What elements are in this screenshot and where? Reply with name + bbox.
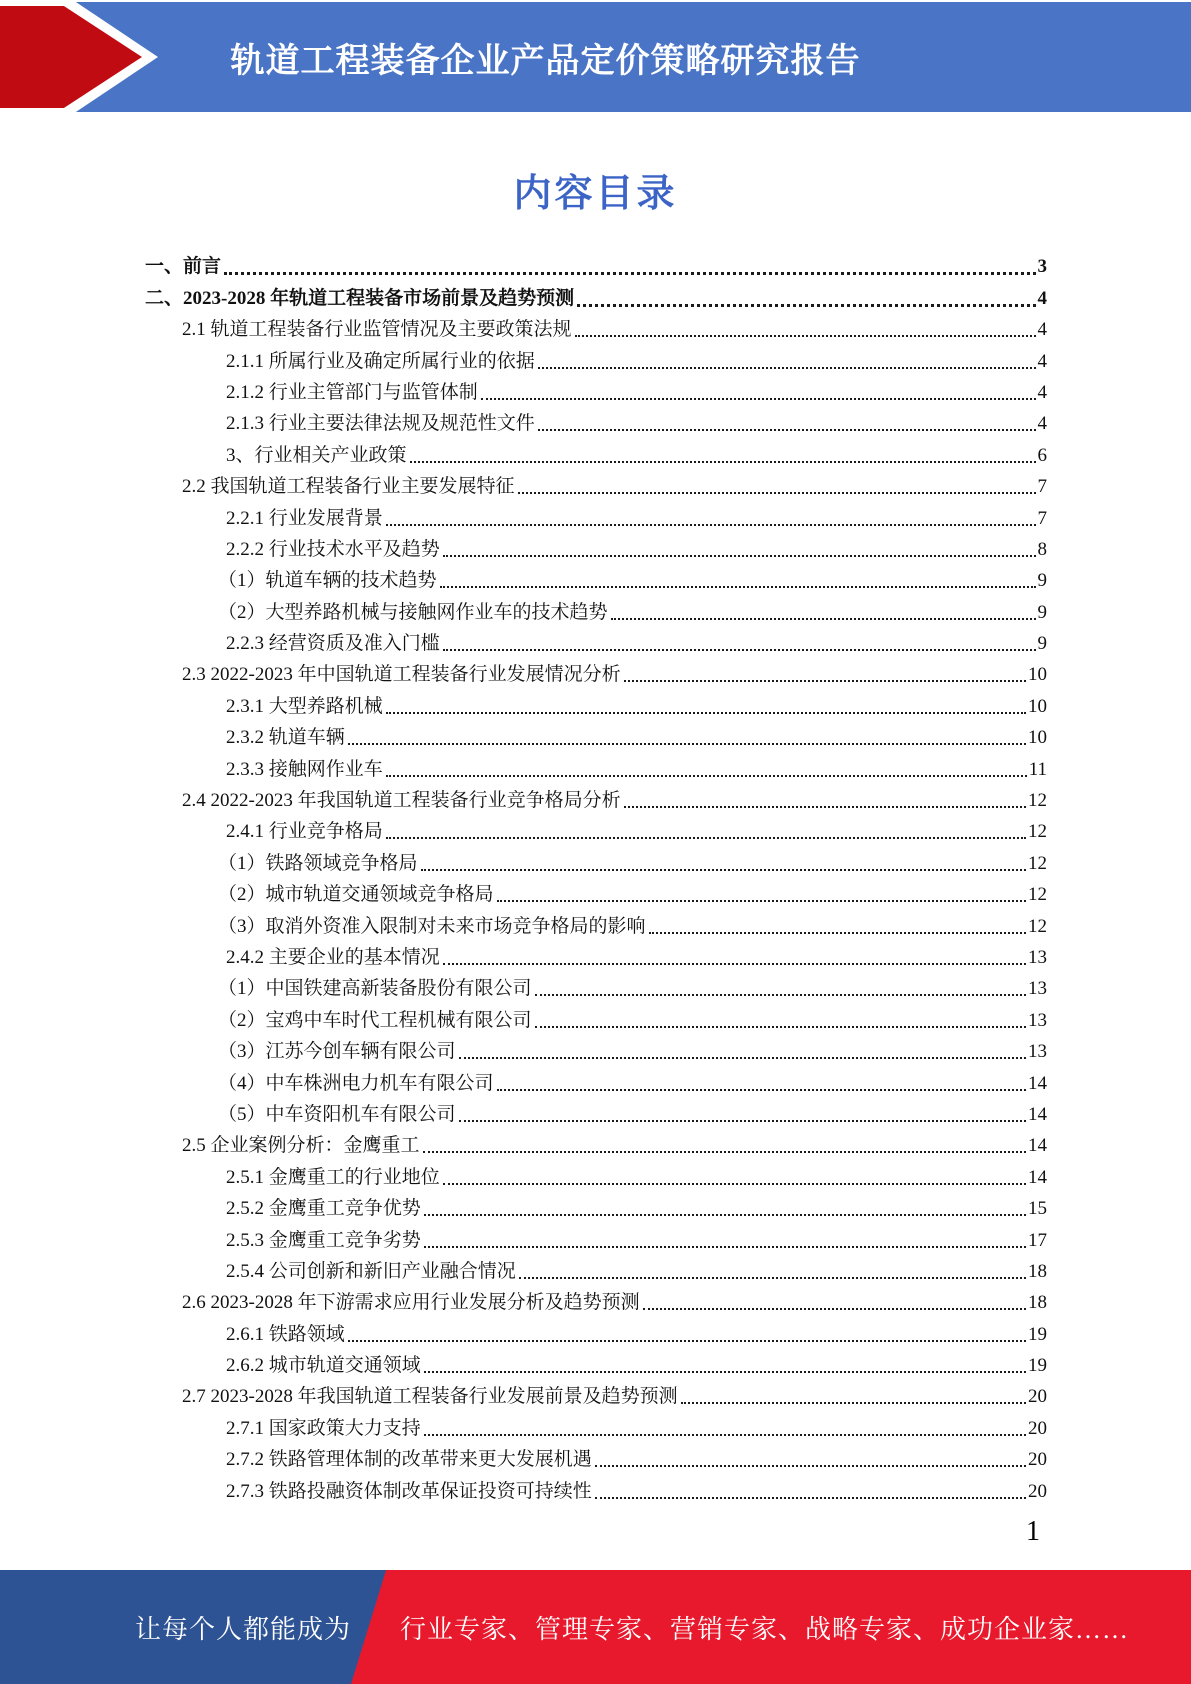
toc-entry[interactable] <box>145 656 1047 687</box>
toc-dot-leader <box>595 1497 1026 1499</box>
toc-dot-leader <box>519 1277 1026 1279</box>
toc-entry[interactable] <box>145 844 1047 875</box>
toc-entry[interactable] <box>145 311 1047 342</box>
toc-entry-label: 2.6 2023-2028 年下游需求应用行业发展分析及趋势预测 <box>182 1292 640 1314</box>
toc-entry-page: 4 <box>1037 413 1047 435</box>
toc-entry-page: 12 <box>1028 915 1047 937</box>
toc-entry-label: 2.2.2 行业技术水平及趋势 <box>226 538 440 560</box>
toc-entry-label: （2）城市轨道交通领域竞争格局 <box>218 884 494 906</box>
toc-entry-page: 14 <box>1028 1072 1047 1094</box>
toc-entry-label: （5）中车资阳机车有限公司 <box>218 1103 456 1125</box>
toc-dot-leader <box>535 1026 1026 1028</box>
toc-entry-page: 12 <box>1028 852 1047 874</box>
toc-entry-page: 12 <box>1028 821 1047 843</box>
toc-entry-page: 9 <box>1037 570 1047 592</box>
toc-entry[interactable] <box>145 499 1047 530</box>
toc-entry-page: 10 <box>1028 664 1047 686</box>
toc-entry-label: （3）取消外资准入限制对未来市场竞争格局的影响 <box>218 915 646 937</box>
toc-entry[interactable] <box>145 468 1047 499</box>
toc-entry-label: 2.3.3 接触网作业车 <box>226 758 383 780</box>
toc-dot-leader <box>535 994 1026 996</box>
page-number: 1 <box>1026 1516 1040 1547</box>
toc-entry-page: 9 <box>1037 601 1047 623</box>
toc-dot-leader <box>497 1089 1026 1091</box>
toc-entry-label: 一、前言 <box>145 256 222 278</box>
toc-dot-leader <box>440 586 1036 588</box>
toc-entry-page: 9 <box>1037 633 1047 655</box>
toc-entry[interactable] <box>145 1441 1047 1472</box>
toc-dot-leader <box>424 1246 1026 1248</box>
toc-dot-leader <box>649 932 1026 934</box>
toc-entry[interactable] <box>145 876 1047 907</box>
toc-entry[interactable] <box>145 1315 1047 1346</box>
toc-dot-leader <box>423 1151 1026 1153</box>
toc-dot-leader <box>424 1214 1026 1216</box>
toc-dot-leader <box>538 429 1036 431</box>
toc-entry-label: （1）轨道车辆的技术趋势 <box>218 570 437 592</box>
toc-entry-label: 2.1.1 所属行业及确定所属行业的依据 <box>226 350 535 372</box>
toc-dot-leader <box>443 555 1036 557</box>
toc-entry-page: 11 <box>1028 758 1047 780</box>
toc-entry[interactable] <box>145 279 1047 310</box>
toc-entry[interactable] <box>145 782 1047 813</box>
toc-entry[interactable] <box>145 436 1047 467</box>
toc-entry-page: 4 <box>1037 319 1047 341</box>
toc-entry-label: （1）中国铁建高新装备股份有限公司 <box>218 978 532 1000</box>
toc-entry-page: 20 <box>1028 1449 1047 1471</box>
toc-entry-label: 2.4.1 行业竞争格局 <box>226 821 383 843</box>
toc-entry-label: 2.5.1 金鹰重工的行业地位 <box>226 1166 440 1188</box>
toc-entry[interactable] <box>145 1001 1047 1032</box>
toc-entry-label: 2.3.1 大型养路机械 <box>226 695 383 717</box>
toc-entry[interactable] <box>145 1064 1047 1095</box>
toc-entry[interactable] <box>145 750 1047 781</box>
toc-entry-label: 2.3 2022-2023 年中国轨道工程装备行业发展情况分析 <box>182 664 621 686</box>
toc-dot-leader <box>681 1402 1026 1404</box>
toc-dot-leader <box>643 1308 1026 1310</box>
toc-entry-label: 2.6.2 城市轨道交通领域 <box>226 1355 421 1377</box>
toc-entry-page: 19 <box>1028 1323 1047 1345</box>
toc-entry-page: 20 <box>1028 1417 1047 1439</box>
toc-entry-label: （1）铁路领域竞争格局 <box>218 852 418 874</box>
toc-entry-page: 8 <box>1037 538 1047 560</box>
toc-entry-label: 2.7.3 铁路投融资体制改革保证投资可持续性 <box>226 1480 592 1502</box>
toc-dot-leader <box>410 461 1036 463</box>
toc-entry-page: 13 <box>1028 1009 1047 1031</box>
toc-entry[interactable] <box>145 1284 1047 1315</box>
toc-entry-label: 二、2023-2028 年轨道工程装备市场前景及趋势预测 <box>145 287 575 309</box>
toc-dot-leader <box>481 398 1036 400</box>
toc-entry-label: （3）江苏今创车辆有限公司 <box>218 1041 456 1063</box>
toc-entry-page: 14 <box>1028 1135 1047 1157</box>
toc-entry[interactable] <box>145 907 1047 938</box>
toc-entry-label: 2.2 我国轨道工程装备行业主要发展特征 <box>182 476 515 498</box>
toc-entry-label: 2.2.1 行业发展背景 <box>226 507 383 529</box>
toc-entry[interactable] <box>145 1127 1047 1158</box>
toc-entry-page: 20 <box>1028 1480 1047 1502</box>
toc-entry[interactable] <box>145 970 1047 1001</box>
toc-dot-leader <box>611 618 1036 620</box>
toc-entry-page: 17 <box>1028 1229 1047 1251</box>
toc-dot-leader <box>518 492 1036 494</box>
toc-entry-label: 2.5.4 公司创新和新旧产业融合情况 <box>226 1260 516 1282</box>
toc-entry-page: 12 <box>1028 790 1047 812</box>
toc-entry-page: 4 <box>1037 287 1047 309</box>
toc-entry-label: 2.4 2022-2023 年我国轨道工程装备行业竞争格局分析 <box>182 790 621 812</box>
toc-entry[interactable] <box>145 939 1047 970</box>
toc-entry[interactable] <box>145 1253 1047 1284</box>
toc-entry-label: （2）大型养路机械与接触网作业车的技术趋势 <box>218 601 608 623</box>
toc-dot-leader <box>386 837 1026 839</box>
toc-dot-leader <box>443 1183 1026 1185</box>
toc-dot-leader <box>595 1465 1026 1467</box>
toc-dot-leader <box>424 1434 1026 1436</box>
toc-entry[interactable] <box>145 374 1047 405</box>
toc-entry[interactable] <box>145 625 1047 656</box>
toc-entry-label: 3、行业相关产业政策 <box>226 444 407 466</box>
toc-entry[interactable] <box>145 531 1047 562</box>
toc-entry-page: 18 <box>1028 1292 1047 1314</box>
toc-dot-leader <box>459 1120 1026 1122</box>
toc-entry[interactable] <box>145 1096 1047 1127</box>
toc-entry-label: （2）宝鸡中车时代工程机械有限公司 <box>218 1009 532 1031</box>
toc-entry[interactable] <box>145 719 1047 750</box>
toc-entry-label: 2.4.2 主要企业的基本情况 <box>226 946 440 968</box>
table-of-contents <box>145 248 1047 1504</box>
toc-entry[interactable] <box>145 1158 1047 1189</box>
toc-dot-leader <box>348 1340 1026 1342</box>
toc-dot-leader <box>443 649 1036 651</box>
toc-entry[interactable] <box>145 1378 1047 1409</box>
toc-entry-page: 10 <box>1028 727 1047 749</box>
toc-entry-label: 2.6.1 铁路领域 <box>226 1323 345 1345</box>
footer-slogan-left: 让每个人都能成为 <box>134 1614 351 1644</box>
toc-entry-page: 7 <box>1037 507 1047 529</box>
toc-entry[interactable] <box>145 1033 1047 1064</box>
toc-entry[interactable] <box>145 813 1047 844</box>
toc-dot-leader <box>424 1371 1026 1373</box>
toc-entry-label: 2.7.2 铁路管理体制的改革带来更大发展机遇 <box>226 1449 592 1471</box>
toc-entry-label: 2.5 企业案例分析：金鹰重工 <box>182 1135 420 1157</box>
toc-entry[interactable] <box>145 248 1047 279</box>
toc-entry-page: 14 <box>1028 1103 1047 1125</box>
footer-slogan-right: 行业专家、管理专家、营销专家、战略专家、成功企业家…… <box>400 1614 1130 1644</box>
toc-dot-leader <box>575 335 1036 337</box>
toc-entry-page: 13 <box>1028 1041 1047 1063</box>
toc-entry-label: （4）中车株洲电力机车有限公司 <box>218 1072 494 1094</box>
toc-entry-page: 14 <box>1028 1166 1047 1188</box>
toc-entry-page: 4 <box>1037 350 1047 372</box>
toc-entry[interactable] <box>145 1221 1047 1252</box>
toc-dot-leader <box>386 775 1027 777</box>
toc-entry-page: 10 <box>1028 695 1047 717</box>
toc-entry-label: 2.1 轨道工程装备行业监管情况及主要政策法规 <box>182 319 572 341</box>
toc-entry-page: 3 <box>1037 256 1047 278</box>
toc-dot-leader <box>459 1057 1026 1059</box>
footer-banner <box>0 1570 1191 1684</box>
toc-entry[interactable] <box>145 1190 1047 1221</box>
toc-dot-leader <box>624 680 1026 682</box>
toc-entry[interactable] <box>145 593 1047 624</box>
toc-entry-page: 12 <box>1028 884 1047 906</box>
toc-dot-leader <box>497 900 1026 902</box>
toc-entry-page: 13 <box>1028 978 1047 1000</box>
toc-entry-label: 2.5.3 金鹰重工竞争劣势 <box>226 1229 421 1251</box>
toc-entry-page: 6 <box>1037 444 1047 466</box>
toc-dot-leader <box>443 963 1026 965</box>
toc-entry-label: 2.3.2 轨道车辆 <box>226 727 345 749</box>
toc-dot-leader <box>386 524 1036 526</box>
toc-dot-leader <box>421 869 1026 871</box>
toc-entry-label: 2.7.1 国家政策大力支持 <box>226 1417 421 1439</box>
toc-entry-label: 2.5.2 金鹰重工竞争优势 <box>226 1198 421 1220</box>
toc-dot-leader <box>348 743 1026 745</box>
toc-entry[interactable] <box>145 1472 1047 1503</box>
toc-dot-leader <box>538 367 1036 369</box>
toc-dot-leader <box>386 712 1026 714</box>
toc-entry[interactable] <box>145 342 1047 373</box>
toc-dot-leader <box>224 272 1035 275</box>
toc-entry-page: 4 <box>1037 381 1047 403</box>
toc-entry-page: 19 <box>1028 1355 1047 1377</box>
report-title: 轨道工程装备企业产品定价策略研究报告 <box>230 41 861 80</box>
toc-entry[interactable] <box>145 1347 1047 1378</box>
toc-dot-leader <box>577 304 1035 307</box>
toc-entry[interactable] <box>145 562 1047 593</box>
toc-entry-label: 2.2.3 经营资质及准入门槛 <box>226 633 440 655</box>
toc-entry-page: 15 <box>1028 1198 1047 1220</box>
toc-entry-page: 13 <box>1028 946 1047 968</box>
toc-entry-page: 20 <box>1028 1386 1047 1408</box>
toc-entry-label: 2.7 2023-2028 年我国轨道工程装备行业发展前景及趋势预测 <box>182 1386 678 1408</box>
toc-title: 内容目录 <box>513 173 678 215</box>
header-banner <box>0 2 1191 112</box>
toc-dot-leader <box>624 806 1026 808</box>
toc-entry-page: 7 <box>1037 476 1047 498</box>
toc-entry[interactable] <box>145 405 1047 436</box>
toc-entry-label: 2.1.2 行业主管部门与监管体制 <box>226 381 478 403</box>
toc-entry[interactable] <box>145 687 1047 718</box>
toc-entry-label: 2.1.3 行业主要法律法规及规范性文件 <box>226 413 535 435</box>
toc-entry[interactable] <box>145 1409 1047 1440</box>
toc-entry-page: 18 <box>1028 1260 1047 1282</box>
